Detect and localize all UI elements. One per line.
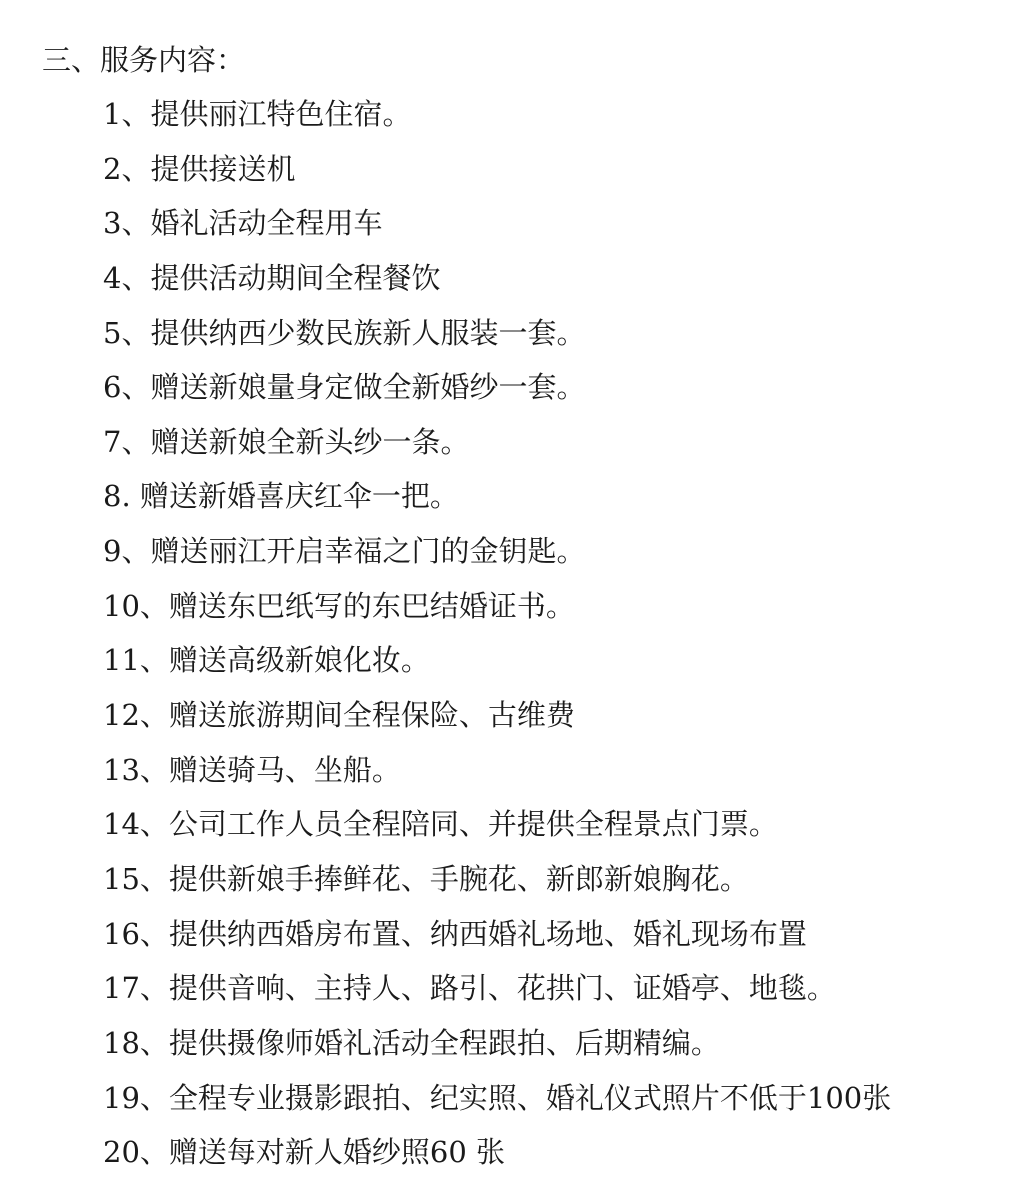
list-item: 17、提供音响、主持人、路引、花拱门、证婚亭、地毯。	[103, 971, 836, 1006]
list-item: 6、赠送新娘量身定做全新婚纱一套。	[103, 370, 586, 405]
list-item: 19、全程专业摄影跟拍、纪实照、婚礼仪式照片不低于100张	[103, 1080, 892, 1115]
list-item: 7、赠送新娘全新头纱一条。	[103, 424, 470, 459]
list-item: 12、赠送旅游期间全程保险、古维费	[103, 698, 575, 733]
list-item: 14、公司工作人员全程陪同、并提供全程景点门票。	[103, 807, 778, 842]
list-item: 5、提供纳西少数民族新人服装一套。	[103, 315, 586, 350]
section-heading: 三、服务内容：	[42, 43, 246, 77]
list-item: 1、提供丽江特色住宿。	[103, 97, 412, 131]
list-item: 13、赠送骑马、坐船。	[103, 752, 401, 787]
list-item: 3、婚礼活动全程用车	[103, 206, 383, 241]
list-item: 16、提供纳西婚房布置、纳西婚礼场地、婚礼现场布置	[103, 916, 807, 951]
service-list	[103, 94, 891, 1187]
list-item: 8. 赠送新婚喜庆红伞一把。	[103, 479, 459, 514]
list-item: 10、赠送东巴纸写的东巴结婚证书。	[103, 588, 575, 623]
list-item: 9、赠送丽江开启幸福之门的金钥匙。	[103, 534, 586, 569]
list-item: 4、提供活动期间全程餐饮	[103, 260, 441, 295]
list-item: 15、提供新娘手捧鲜花、手腕花、新郎新娘胸花。	[103, 861, 749, 896]
list-item: 11、赠送高级新娘化妆。	[103, 643, 430, 678]
list-item: 2、提供接送机	[103, 151, 296, 186]
list-item: 20、赠送每对新人婚纱照60 张	[103, 1135, 506, 1170]
list-item: 18、提供摄像师婚礼活动全程跟拍、后期精编。	[103, 1025, 720, 1060]
